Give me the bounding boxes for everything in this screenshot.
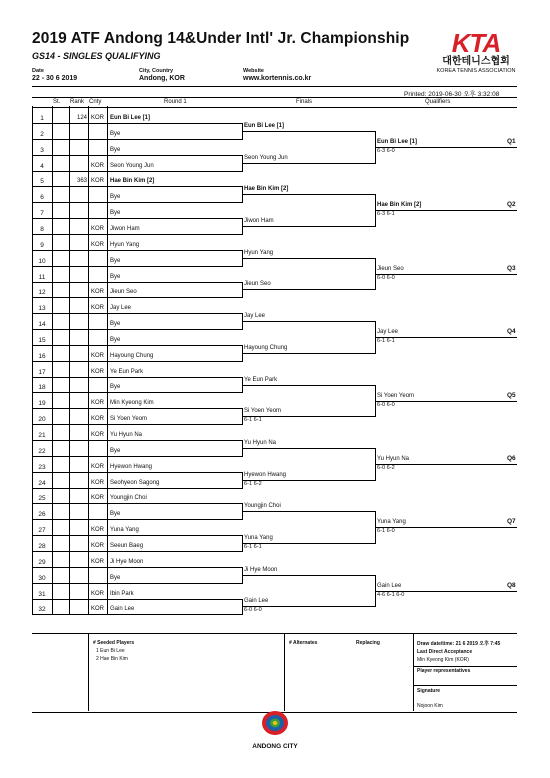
round2-winner[interactable]: Yuna Yang — [244, 535, 273, 541]
col-cnty: Cnty — [89, 99, 102, 105]
round2-winner[interactable]: Youngjin Choi — [244, 503, 281, 509]
round2-winner[interactable]: Jay Lee — [244, 313, 266, 319]
city-value: Andong, KOR — [139, 75, 185, 82]
player-name[interactable]: Bye — [110, 273, 121, 280]
draw-position-number: 26 — [38, 511, 46, 519]
player-country: KOR — [91, 558, 105, 565]
alternates-title: # Alternates — [289, 640, 318, 646]
draw-position-number: 32 — [38, 606, 46, 614]
draw-line-29 — [32, 567, 242, 568]
round2-line-16 — [242, 606, 375, 607]
draw-position-number: 23 — [38, 463, 46, 471]
player-country: KOR — [91, 289, 105, 296]
player-name[interactable]: Bye — [110, 321, 121, 328]
draw-position-number: 10 — [38, 257, 46, 265]
draw-line-10 — [32, 266, 242, 267]
qualifier-name[interactable]: Jay Lee — [377, 329, 399, 335]
round2-line-12 — [242, 480, 375, 481]
round2-score: 6-0 6-0 — [244, 607, 262, 613]
player-name[interactable]: Bye — [110, 574, 121, 581]
draw-datetime: Draw date/time: 21 6 2019 오후 7:45 — [417, 641, 501, 647]
player-country: KOR — [91, 416, 105, 423]
draw-position-number: 9 — [40, 241, 44, 249]
draw-position-number: 14 — [38, 321, 46, 329]
player-country: KOR — [91, 115, 105, 121]
round2-winner[interactable]: Ji Hye Moon — [244, 567, 278, 573]
round2-score: 6-1 6-2 — [244, 481, 262, 487]
draw-position-number: 6 — [40, 194, 44, 202]
player-name[interactable]: Hyun Yang — [110, 241, 140, 248]
draw-position-number: 5 — [40, 178, 44, 186]
footer-divider-3 — [413, 633, 414, 711]
qualifier-name[interactable]: Eun Bi Lee [1] — [377, 139, 418, 145]
draw-position-number: 16 — [38, 352, 46, 360]
draw-position-number: 29 — [38, 558, 46, 566]
player-name[interactable]: Jiwon Ham — [110, 225, 140, 232]
qualifier-tag: Q2 — [507, 201, 516, 208]
player-country: KOR — [91, 495, 105, 502]
player-name[interactable]: Bye — [110, 146, 121, 153]
qualifier-line-6 — [375, 464, 517, 465]
round2-line-15 — [242, 575, 375, 576]
player-country: KOR — [91, 432, 105, 438]
draw-line-17 — [32, 377, 242, 378]
col-round1: Round 1 — [164, 99, 187, 105]
round2-line-4 — [242, 226, 375, 227]
draw-position-number: 11 — [38, 273, 46, 281]
round2-score: 6-1 6-1 — [244, 417, 262, 423]
draw-line-8 — [32, 234, 242, 235]
draw-line-31 — [32, 599, 242, 600]
draw-line-18 — [32, 392, 242, 393]
footer-divider-2 — [284, 633, 285, 711]
qualifier-line-7 — [375, 527, 517, 528]
draw-position-number: 13 — [38, 305, 46, 313]
player-reps-title: Player representatives — [417, 668, 471, 674]
qualifier-line-3 — [375, 274, 517, 275]
player-name[interactable]: Bye — [110, 384, 121, 391]
qualifier-name[interactable]: Yu Hyun Na — [377, 456, 410, 462]
draw-position-number: 2 — [40, 130, 44, 138]
player-name[interactable]: Jay Lee — [110, 305, 132, 312]
round2-line-6 — [242, 289, 375, 290]
seeded-player-1: 1 Eun Bi Lee — [96, 648, 125, 654]
player-name[interactable]: Ibin Park — [110, 590, 134, 597]
round2-winner[interactable]: Jiwon Ham — [244, 218, 274, 224]
draw-position-number: 30 — [38, 574, 46, 582]
draw-line-28 — [32, 551, 242, 552]
qualifier-line-1 — [375, 147, 517, 148]
qualifier-tag: Q6 — [507, 455, 516, 462]
draw-position-number: 28 — [38, 542, 46, 550]
player-name[interactable]: Yuna Yang — [110, 527, 139, 534]
player-name[interactable]: Si Yoen Yeom — [110, 416, 148, 423]
player-name[interactable]: Ji Hye Moon — [110, 558, 144, 565]
player-name[interactable]: Yu Hyun Na — [110, 432, 143, 438]
event-subtitle: GS14 - SINGLES QUALIFYING — [32, 51, 161, 61]
draw-line-14 — [32, 329, 242, 330]
draw-line-12 — [32, 297, 242, 298]
draw-line-1 — [32, 123, 242, 124]
printed-timestamp: Printed: 2019-06-30 오후 3:32:08 — [404, 91, 500, 98]
seeded-player-2: 2 Hae Bin Kim — [96, 656, 128, 662]
player-name[interactable]: Seeun Baeg — [110, 542, 144, 549]
round2-winner[interactable]: Ye Eun Park — [244, 377, 278, 383]
player-country: KOR — [91, 178, 105, 185]
draw-position-number: 21 — [38, 432, 46, 439]
andong-emblem-icon — [245, 708, 305, 738]
player-name[interactable]: Hyewon Hwang — [110, 463, 153, 470]
player-name[interactable]: Bye — [110, 194, 121, 201]
kta-korean-name: 대한테니스협회 — [442, 56, 510, 67]
website-label: Website — [243, 68, 264, 74]
draw-line-9 — [32, 250, 242, 251]
player-name[interactable]: Bye — [110, 210, 121, 217]
round2-line-11 — [242, 448, 375, 449]
footer-divider-1 — [88, 633, 89, 711]
qualifier-score: 6-1 6-0 — [377, 528, 395, 534]
draw-position-number: 20 — [38, 416, 46, 424]
signature-title: Signature — [417, 688, 441, 694]
draw-position-number: 7 — [40, 210, 44, 218]
round2-winner[interactable]: Eun Bi Lee [1] — [244, 123, 285, 129]
qualifier-line-2 — [375, 210, 517, 211]
draw-position-number: 18 — [38, 384, 46, 392]
draw-line-6 — [32, 202, 242, 203]
draw-position-number: 17 — [38, 368, 46, 376]
tournament-title: 2019 ATF Andong 14&Under Intl' Jr. Championship — [32, 30, 410, 47]
draw-line-19 — [32, 408, 242, 409]
draw-position-number: 27 — [38, 527, 46, 535]
player-country: KOR — [91, 527, 105, 534]
draw-line-15 — [32, 345, 242, 346]
round2-line-3 — [242, 194, 375, 195]
round2-winner[interactable]: Seon Young Jun — [244, 155, 288, 161]
draw-position-number: 24 — [38, 479, 46, 487]
qualifier-name[interactable]: Yuna Yang — [377, 519, 406, 525]
draw-line-7 — [32, 218, 242, 219]
player-country: KOR — [91, 479, 105, 486]
round2-line-9 — [242, 385, 375, 386]
round2-line-5 — [242, 258, 375, 259]
col-finals: Finals — [296, 99, 313, 105]
draw-line-30 — [32, 583, 242, 584]
draw-position-number: 4 — [40, 162, 44, 170]
kta-logo-mark: KTA — [451, 28, 501, 58]
draw-position-number: 22 — [38, 447, 46, 455]
player-name[interactable]: Hayoung Chung — [110, 352, 154, 359]
player-name[interactable]: Jieun Seo — [110, 289, 137, 296]
player-rank: 124 — [76, 115, 87, 121]
qualifier-name[interactable]: Gain Lee — [377, 583, 402, 589]
qualifier-line-5 — [375, 401, 517, 402]
player-name[interactable]: Youngjin Choi — [110, 495, 147, 502]
round2-line-10 — [242, 416, 375, 417]
player-country: KOR — [91, 225, 105, 232]
player-name[interactable]: Seohyeon Sagong — [110, 479, 160, 486]
draw-line-23 — [32, 472, 242, 473]
round2-winner[interactable]: Jieun Seo — [244, 281, 271, 287]
draw-position-number: 25 — [38, 495, 46, 503]
footer-hline-2 — [413, 685, 517, 686]
draw-line-3 — [32, 155, 242, 156]
round2-winner[interactable]: Gain Lee — [244, 598, 269, 604]
signer-name: Nojoon Kim — [417, 703, 443, 709]
draw-line-21 — [32, 440, 242, 441]
qualifier-score: 6-1 6-1 — [377, 338, 395, 344]
andong-city-text: ANDONG CITY — [252, 743, 298, 750]
round2-winner[interactable]: Si Yoen Yeom — [244, 408, 282, 414]
city-label: City, Country — [139, 68, 174, 74]
round2-winner[interactable]: Yu Hyun Na — [244, 440, 277, 446]
player-name[interactable]: Hae Bin Kim [2] — [110, 178, 155, 185]
player-name[interactable]: Bye — [110, 130, 121, 137]
qualifier-name[interactable]: Si Yoen Yeom — [377, 393, 415, 399]
col-st: St. — [53, 99, 61, 105]
qualifier-tag: Q5 — [507, 392, 516, 399]
draw-position-number: 15 — [38, 336, 46, 344]
player-name[interactable]: Eun Bi Lee [1] — [110, 115, 151, 121]
player-country: KOR — [91, 241, 105, 248]
player-country: KOR — [91, 463, 105, 470]
qualifier-name[interactable]: Hae Bin Kim [2] — [377, 202, 422, 208]
round2-score: 6-1 6-1 — [244, 544, 262, 550]
player-country: KOR — [91, 590, 105, 597]
player-country: KOR — [91, 162, 105, 169]
kta-english-name: KOREA TENNIS ASSOCIATION — [436, 68, 516, 74]
qualifier-score: 6-3 6-0 — [377, 148, 395, 154]
player-name[interactable]: Gain Lee — [110, 606, 135, 613]
draw-line-24 — [32, 488, 242, 489]
footer-hline-1 — [413, 666, 517, 667]
player-name[interactable]: Min Kyeong Kim — [110, 400, 154, 407]
player-name[interactable]: Bye — [110, 447, 121, 454]
round2-winner[interactable]: Hae Bin Kim [2] — [244, 186, 289, 192]
player-rank: 363 — [76, 178, 87, 185]
date-label: Date — [32, 68, 44, 74]
draw-line-32 — [32, 614, 242, 615]
round2-line-2 — [242, 163, 375, 164]
player-country: KOR — [91, 542, 105, 549]
draw-line-13 — [32, 313, 242, 314]
player-name[interactable]: Ye Eun Park — [110, 368, 144, 375]
player-country: KOR — [91, 352, 105, 359]
qualifier-score: 4-6 6-1 6-0 — [377, 592, 405, 598]
draw-line-2 — [32, 139, 242, 140]
qualifier-score: 6-3 6-1 — [377, 211, 395, 217]
draw-line-5 — [32, 186, 242, 187]
draw-line-16 — [32, 361, 242, 362]
qualifier-tag: Q7 — [507, 518, 516, 525]
draw-position-number: 19 — [38, 400, 46, 408]
qualifier-name[interactable]: Jieun Seo — [377, 266, 404, 272]
qualifier-line-4 — [375, 337, 517, 338]
lda-value: Min Kyeong Kim (KOR) — [417, 657, 469, 663]
draw-line-27 — [32, 535, 242, 536]
draw-position-number: 1 — [40, 115, 44, 122]
player-country: KOR — [91, 305, 105, 312]
draw-position-number: 3 — [40, 146, 44, 154]
seeded-players-title: # Seeded Players — [93, 640, 135, 646]
round2-winner[interactable]: Hayoung Chung — [244, 345, 288, 351]
player-country: KOR — [91, 400, 105, 407]
andong-city-logo — [245, 708, 305, 750]
qualifier-score: 6-0 6-0 — [377, 402, 395, 408]
draw-line-22 — [32, 456, 242, 457]
qualifier-score: 6-0 6-0 — [377, 275, 395, 281]
player-country: KOR — [91, 606, 105, 613]
round2-line-14 — [242, 543, 375, 544]
draw-position-number: 12 — [38, 289, 46, 297]
round2-line-8 — [242, 353, 375, 354]
player-name[interactable]: Bye — [110, 511, 121, 518]
draw-line-26 — [32, 519, 242, 520]
player-country: KOR — [91, 368, 105, 375]
col-qualifiers: Qualifiers — [425, 99, 451, 105]
draw-line-20 — [32, 424, 242, 425]
player-name[interactable]: Bye — [110, 336, 121, 343]
qualifier-tag: Q3 — [507, 265, 516, 272]
round2-winner[interactable]: Hyun Yang — [244, 250, 274, 256]
player-name[interactable]: Seon Young Jun — [110, 162, 154, 169]
round2-line-13 — [242, 511, 375, 512]
website-value: www.kortennis.co.kr — [243, 75, 312, 82]
qualifier-tag: Q1 — [507, 138, 516, 145]
round2-line-7 — [242, 321, 375, 322]
round2-line-1 — [242, 131, 375, 132]
lda-title: Last Direct Acceptance — [417, 649, 473, 655]
draw-line-4 — [32, 171, 242, 172]
draw-line-25 — [32, 503, 242, 504]
round2-winner[interactable]: Hyewon Hwang — [244, 472, 287, 478]
qualifier-score: 6-0 6-2 — [377, 465, 395, 471]
draw-position-number: 31 — [38, 590, 46, 598]
replacing-title: Replacing — [356, 640, 380, 646]
col-rank: Rank — [70, 99, 85, 105]
draw-position-number: 8 — [40, 225, 44, 233]
draw-line-11 — [32, 282, 242, 283]
qualifier-tag: Q4 — [507, 328, 516, 335]
date-value: 22 - 30 6 2019 — [32, 75, 78, 82]
player-name[interactable]: Bye — [110, 257, 121, 264]
qualifier-tag: Q8 — [507, 582, 516, 589]
